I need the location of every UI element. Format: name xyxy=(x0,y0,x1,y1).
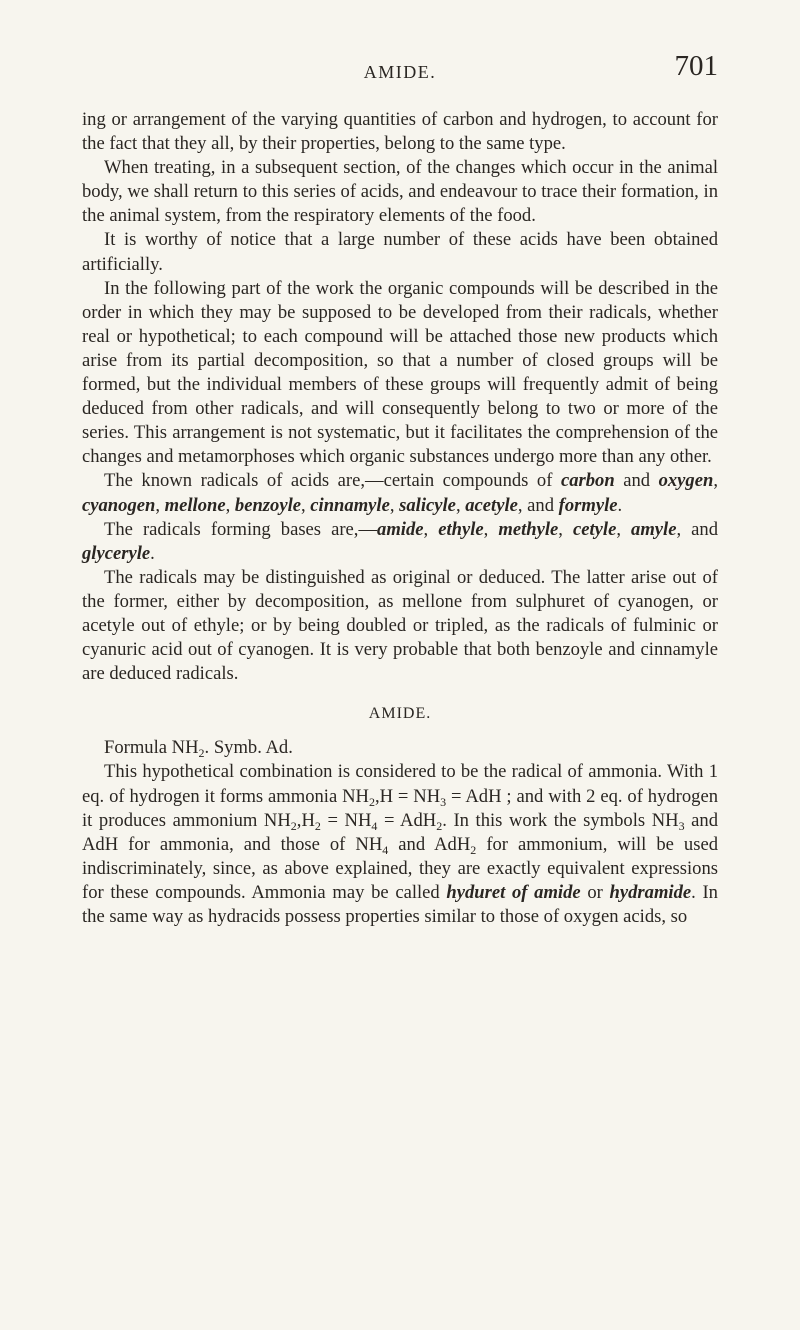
paragraph: When treating, in a subsequent section, of the changes which occur in the animal body, we shall return to this series of acids, and endeavour to trace their formation, in the animal system, from the respiratory elements of the food. xyxy=(82,157,718,227)
term: glyceryle xyxy=(82,542,151,564)
paragraph-ammonia: This hypothetical combination is considered to be the radical of ammonia. With 1 eq. of hydrogen it forms ammonia $NH_2,H = NH_3$ = AdH ; and with 2 eq. of hydrogen it produces ammonium $NH_2,H_2 = NH_4 = AdH_2$. In this work the symbols $NH_3$ and AdH for ammonia, and those of $NH_4$ and AdH$_2$ for ammonium, will be used indiscriminately, since, as above explained, they are exactly equivalent expressions for these compounds. Ammonia may be called hyduret of amide or hydramide. In the same way as hydracids possess properties similar to those of oxygen acids, so xyxy=(82,761,719,927)
section-heading: AMIDE. xyxy=(368,705,432,723)
term: cinnamyle xyxy=(310,494,390,516)
term: amyle xyxy=(631,518,677,540)
paragraph: ing or arrangement of the varying quantities of carbon and hydrogen, to account for the fact that they all, by their properties, belong to the same type. xyxy=(82,109,718,155)
term: oxygen xyxy=(658,470,714,492)
term: ethyle xyxy=(438,518,484,540)
term: hydramide xyxy=(609,881,692,903)
page-header xyxy=(82,52,718,92)
term: cetyle xyxy=(572,518,617,540)
paragraph: In the following part of the work the organic compounds will be described in the order in which they may be supposed to be developed from their radicals, whether real or hypothetical; to each compound will be attached those new products which arise from its partial decomposition, so that a number of closed groups will be formed, but the individual members of these groups will frequently admit of being deduced from other radicals, and will consequently belong to two or more of the series. This arrangement is not systematic, but it facilitates the comprehension of the changes and metamorphoses which organic substances undergo more than any other. xyxy=(82,277,718,468)
page-number: 701 xyxy=(674,50,718,82)
term: formyle xyxy=(558,494,618,516)
term: amide xyxy=(377,518,424,540)
term: salicyle xyxy=(399,494,456,516)
term: acetyle xyxy=(465,494,518,516)
term: methyle xyxy=(498,518,559,540)
term: hyduret of amide xyxy=(446,881,581,903)
term: carbon xyxy=(560,470,615,492)
formula-line: Formula $NH_2$. Symb. Ad. xyxy=(104,737,293,761)
body-text xyxy=(82,108,718,929)
term: cyanogen xyxy=(82,494,156,516)
paragraph: It is worthy of notice that a large number of these acids have been obtained artificially. xyxy=(82,229,718,275)
paragraph: The radicals may be distinguished as original or deduced. The latter arise out of the former, either by decomposition, as mellone from sulphuret of cyanogen, or acetyle out of ethyle; or by being doubled or tripled, as the radicals of fulminic or cyanuric acid out of cyanogen. It is very probable that both benzoyle and cinnamyle are deduced radicals. xyxy=(82,566,718,685)
paragraph-acid-radicals: The known radicals of acids are,—certain compounds of carbon and oxygen, cyanogen, mellone, benzoyle, cinnamyle, salicyle, acetyle, and formyle. xyxy=(82,470,718,516)
term: mellone xyxy=(164,494,226,516)
term: benzoyle xyxy=(234,494,301,516)
running-head: AMIDE. xyxy=(363,62,437,82)
paragraph-base-radicals: The radicals forming bases are,—amide, ethyle, methyle, cetyle, amyle, and glyceryle. xyxy=(82,518,719,564)
